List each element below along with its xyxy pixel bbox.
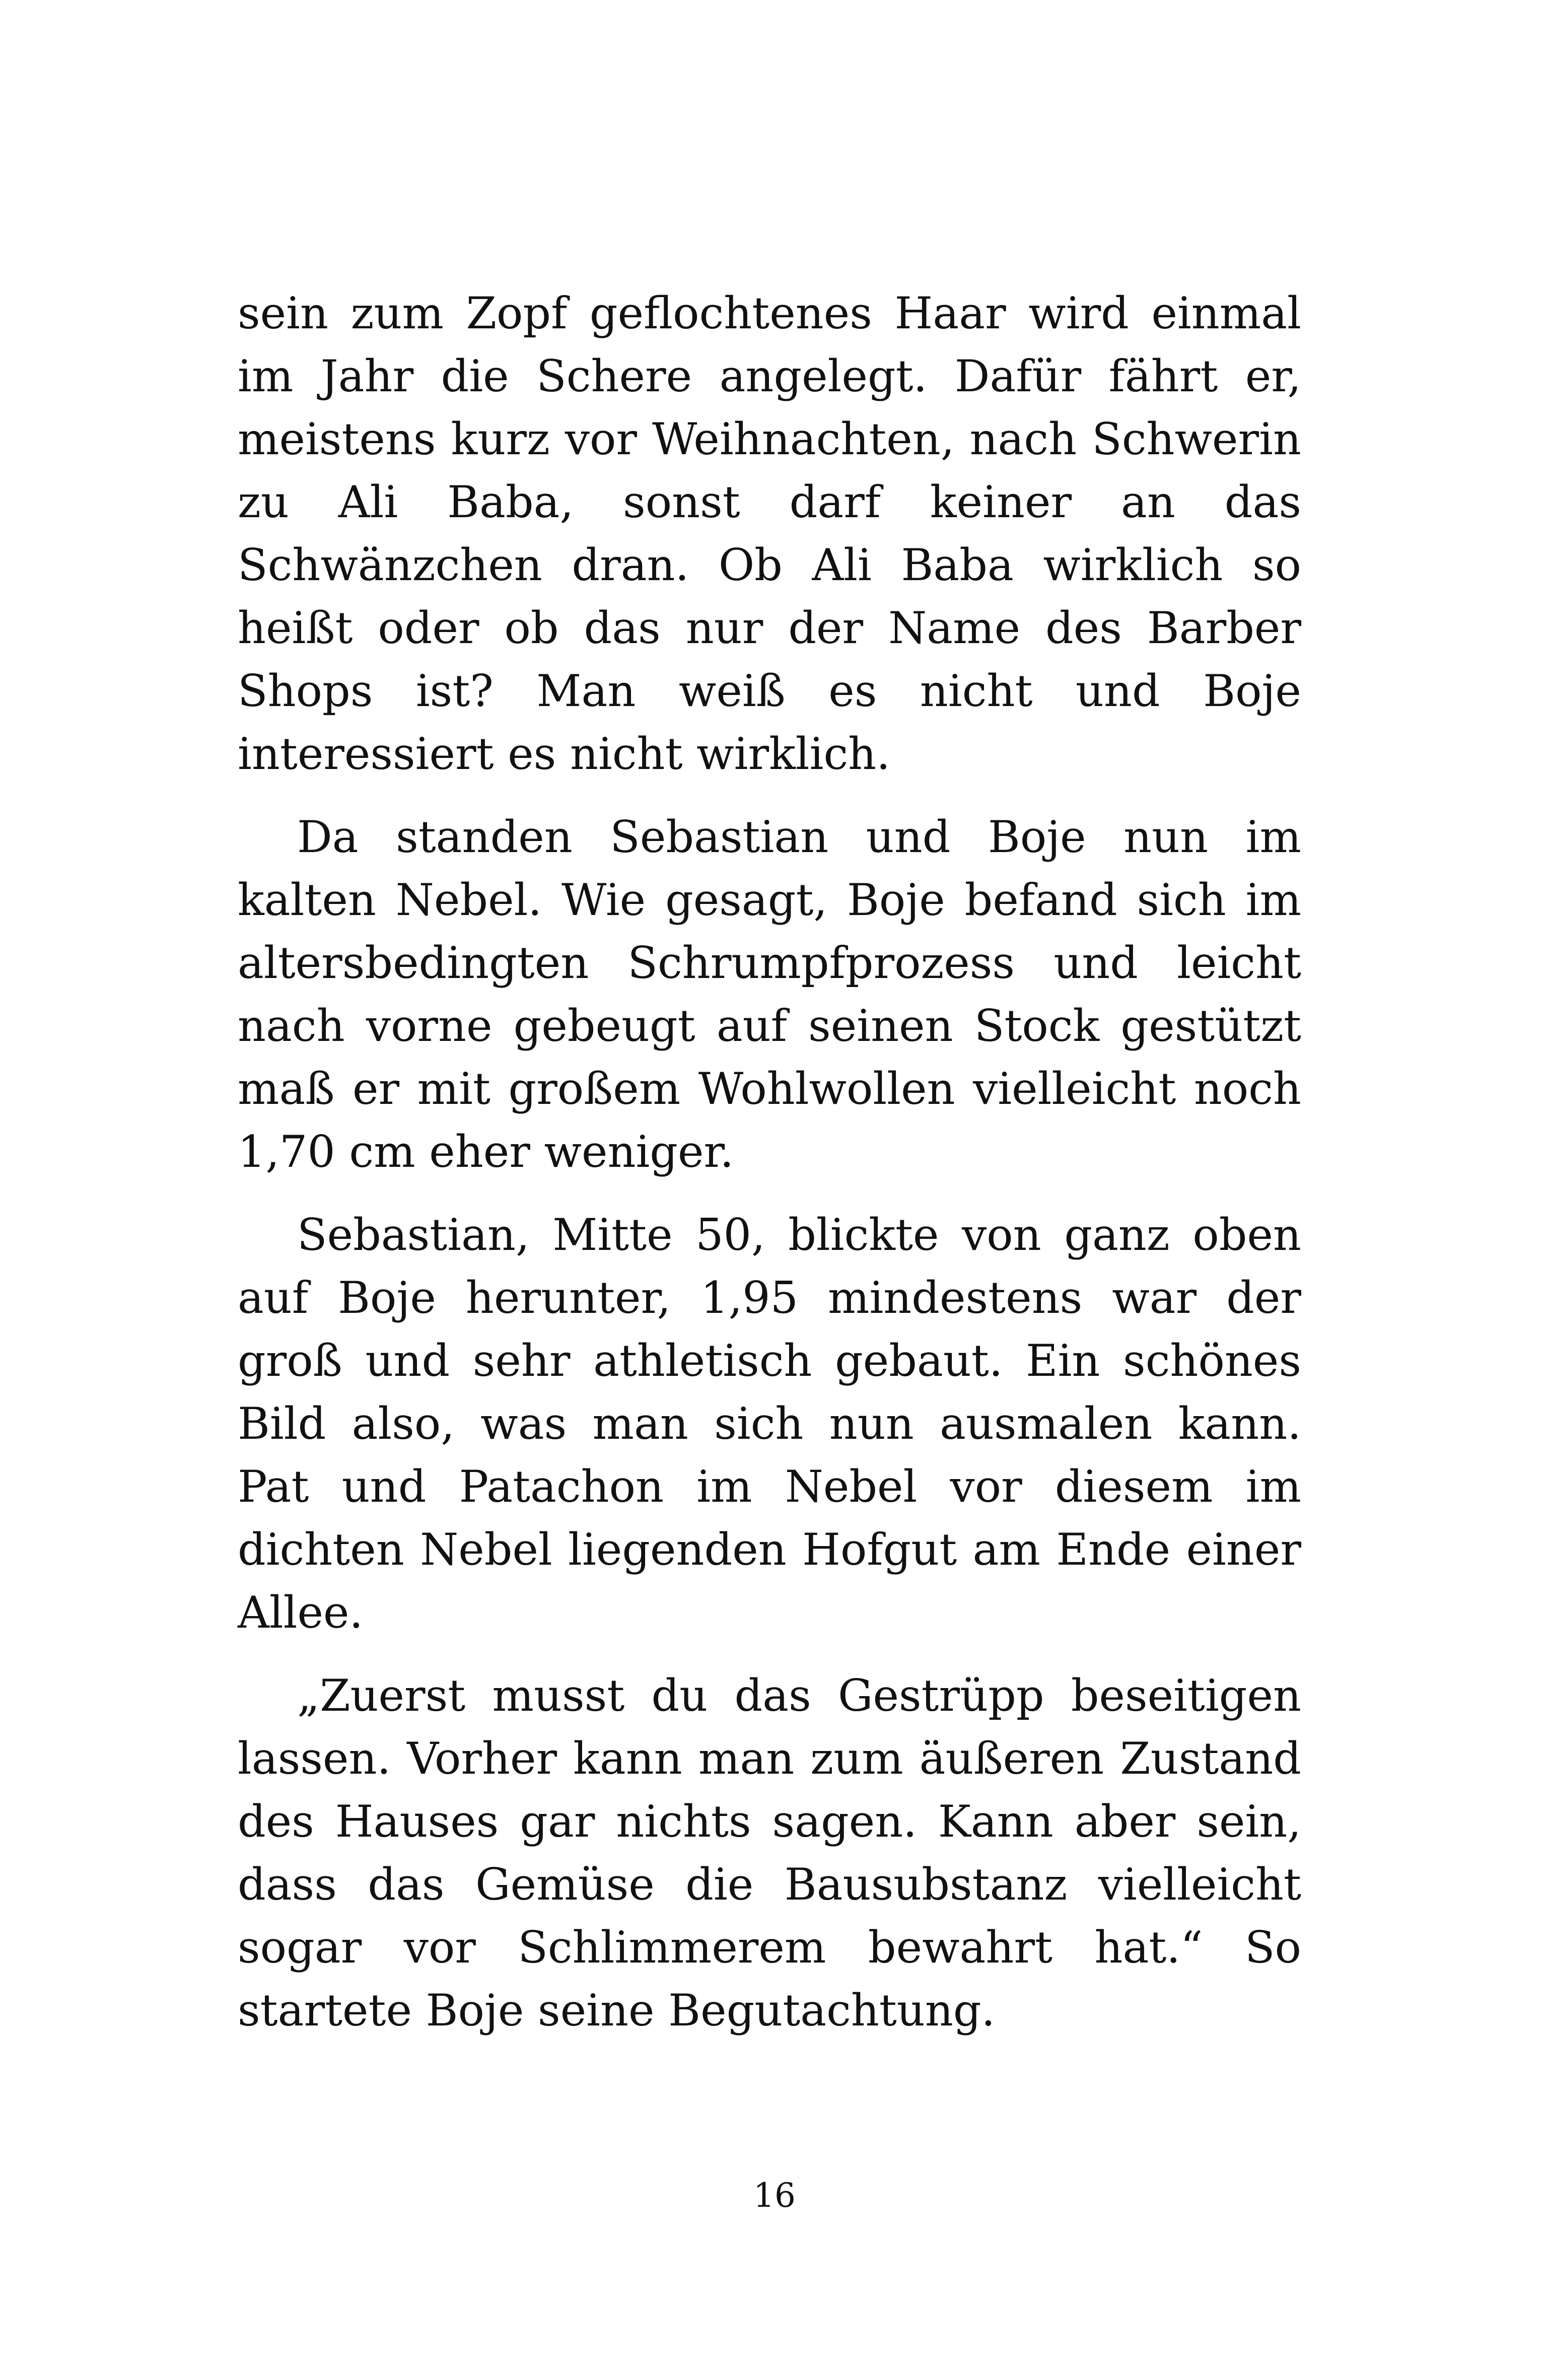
paragraph-1: sein zum Zopf geflochtenes Haar wird einmal im Jahr die Schere angelegt. Dafür fährt er, meistens kurz vor Weihnachten, nach Schwerin zu Ali Baba, sonst darf keiner an das Schwänzchen dran. Ob Ali Baba wirklich so heißt oder ob das nur der Name des Barber Shops ist? Man weiß es nicht und Boje interessiert es nicht wirklich. [238, 288, 1301, 780]
paragraph-2: Da standen Sebastian und Boje nun im kalten Nebel. Wie gesagt, Boje befand sich im altersbedingten Schrumpfprozess und leicht nach vorne gebeugt auf seinen Stock gestützt maß er mit großem Wohlwollen vielleicht noch 1,70 cm eher weniger. [238, 811, 1301, 1177]
body-text [238, 282, 1301, 2062]
paragraph-4: „Zuerst musst du das Gestrüpp beseitigen lassen. Vorher kann man zum äußeren Zustand des Hauses gar nichts sagen. Kann aber sein, dass das Gemüse die Bausubstanz vielleicht sogar vor Schlimmerem bewahrt hat.“ So startete Boje seine Begutachtung. [238, 1670, 1301, 2036]
paragraph-3: Sebastian, Mitte 50, blickte von ganz oben auf Boje herunter, 1,95 mindestens war der groß und sehr athletisch gebaut. Ein schönes Bild also, was man sich nun ausmalen kann. Pat und Patachon im Nebel vor diesem im dichten Nebel liegenden Hofgut am Ende einer Allee. [238, 1209, 1301, 1638]
page-number: 16 [753, 2176, 796, 2215]
